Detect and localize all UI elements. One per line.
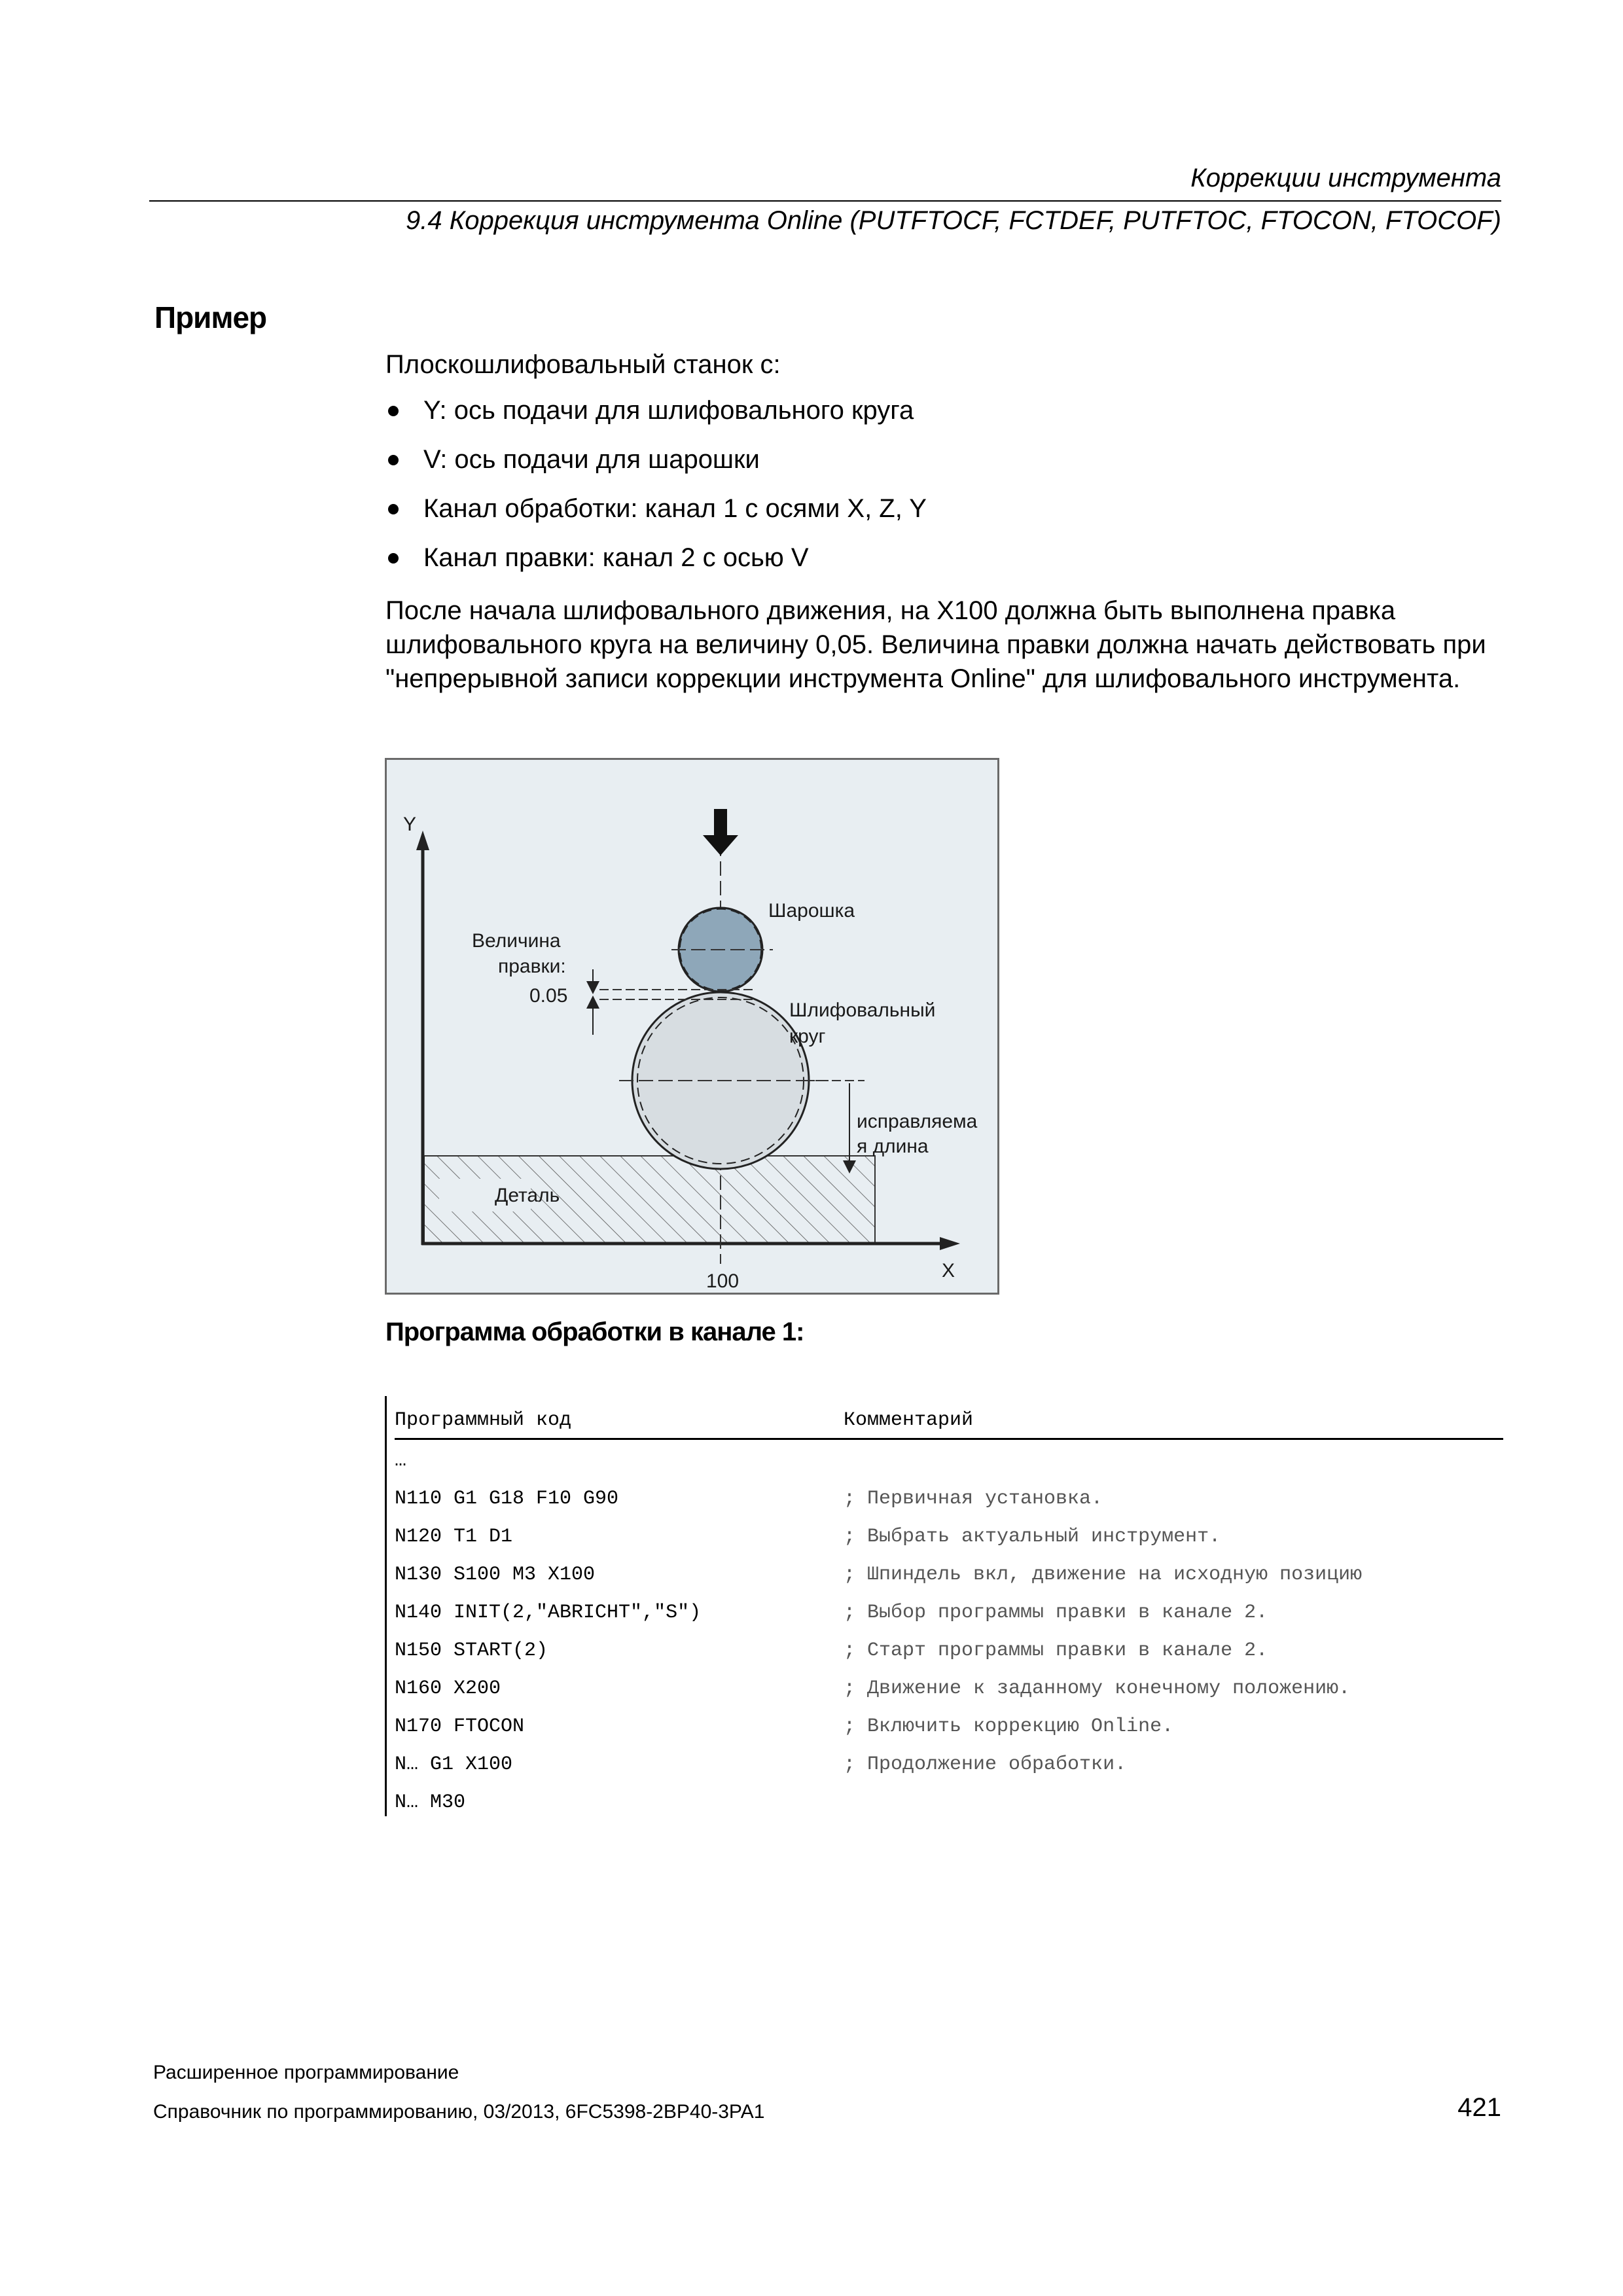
workpiece-label: Деталь	[495, 1185, 560, 1206]
bullet-item: Канал обработки: канал 1 с осями X, Z, Y	[385, 493, 927, 542]
running-header-subtitle: 9.4 Коррекция инструмента Online (PUTFTOCF, FCTDEF, PUTFTOC, FTOCON, FTOCOF)	[405, 206, 1501, 235]
dress-amount-label-2: правки:	[498, 956, 566, 977]
table-row	[395, 1595, 1503, 1633]
code-cell: N110 G1 G18 F10 G90	[395, 1488, 619, 1510]
bullet-list	[385, 395, 927, 591]
y-axis-label: Y	[403, 814, 417, 835]
code-cell: N160 X200	[395, 1677, 501, 1700]
table-row	[395, 1481, 1503, 1519]
section-heading: Пример	[154, 300, 267, 334]
bullet-item: V: ось подачи для шарошки	[385, 444, 927, 493]
comment-cell: ; Шпиндель вкл, движение на исходную позицию	[844, 1564, 1363, 1586]
intro-text: Плоскошлифовальный станок с:	[385, 350, 781, 379]
description-paragraph: После начала шлифовального движения, на X100 должна быть выполнена правка шлифовального круга на величину 0,05. Величина правки должна начать действовать при "непрерывной записи коррекции инструмента Online" для шлифовального инструмента.	[385, 596, 1486, 693]
wheel-label-1: Шлифовальный	[789, 999, 936, 1021]
bullet-item: Канал правки: канал 2 с осью V	[385, 542, 927, 591]
page-number: 421	[1457, 2093, 1501, 2122]
feed-arrow-icon	[703, 809, 738, 855]
diagram-svg	[387, 760, 997, 1293]
running-header-title: Коррекции инструмента	[1190, 164, 1501, 192]
code-cell: N150 START(2)	[395, 1640, 548, 1662]
header-rule	[149, 200, 1501, 202]
wheel-label-2: круг	[789, 1026, 826, 1047]
x-position-label: 100	[706, 1270, 740, 1292]
y-axis-arrow	[416, 831, 429, 850]
table-row	[395, 1633, 1503, 1671]
table-row	[395, 1785, 1503, 1823]
table-row	[395, 1709, 1503, 1747]
program-table-header	[395, 1405, 1503, 1440]
code-cell: …	[395, 1450, 407, 1472]
bullet-item: Y: ось подачи для шлифовального круга	[385, 395, 927, 444]
footer-book-title: Расширенное программирование	[153, 2062, 459, 2083]
column-code-header: Программный код	[395, 1409, 572, 1431]
code-cell: N140 INIT(2,"ABRICHT","S")	[395, 1602, 702, 1624]
table-row	[395, 1557, 1503, 1595]
dress-amount-value: 0.05	[529, 985, 568, 1007]
table-row	[395, 1671, 1503, 1709]
dresser-label: Шарошка	[768, 900, 855, 922]
comment-cell: ; Выбор программы правки в канале 2.	[844, 1602, 1268, 1624]
code-cell: N… M30	[395, 1791, 466, 1814]
comment-cell: ; Движение к заданному конечному положению.	[844, 1677, 1351, 1700]
column-comment-header: Комментарий	[844, 1409, 974, 1431]
program-table	[385, 1396, 1503, 1816]
table-row	[395, 1443, 1503, 1481]
x-axis-label: X	[942, 1260, 955, 1282]
corrected-length-label-1: исправляема	[857, 1111, 978, 1132]
comment-cell: ; Включить коррекцию Online.	[844, 1715, 1174, 1738]
dress-amount-label-1: Величина	[472, 930, 561, 952]
code-cell: N130 S100 M3 X100	[395, 1564, 596, 1586]
comment-cell: ; Выбрать актуальный инструмент.	[844, 1526, 1221, 1548]
corrected-length-label-2: я длина	[857, 1136, 929, 1157]
footer-edition: Справочник по программированию, 03/2013, 6FC5398-2BP40-3PA1	[153, 2101, 765, 2123]
grinding-diagram	[385, 758, 999, 1295]
code-cell: N… G1 X100	[395, 1753, 513, 1776]
program-heading: Программа обработки в канале 1:	[385, 1318, 804, 1346]
table-row	[395, 1519, 1503, 1557]
comment-cell: ; Старт программы правки в канале 2.	[844, 1640, 1268, 1662]
x-axis-arrow	[940, 1237, 960, 1250]
comment-cell: ; Продолжение обработки.	[844, 1753, 1127, 1776]
comment-cell: ; Первичная установка.	[844, 1488, 1103, 1510]
table-row	[395, 1747, 1503, 1785]
code-cell: N170 FTOCON	[395, 1715, 525, 1738]
code-cell: N120 T1 D1	[395, 1526, 513, 1548]
